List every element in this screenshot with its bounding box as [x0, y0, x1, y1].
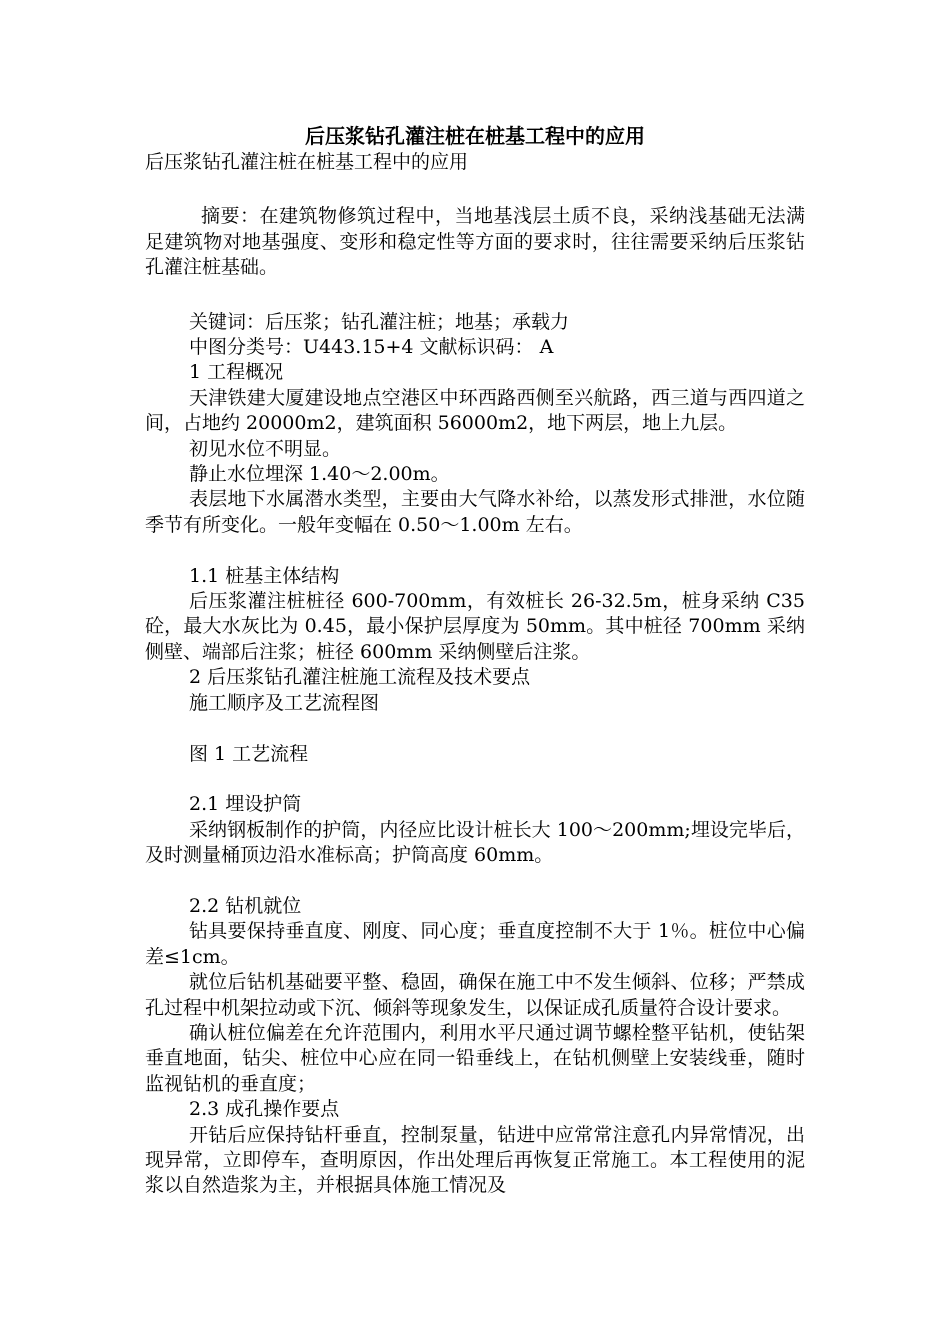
- body-paragraph: 就位后钻机基础要平整、稳固，确保在施工中不发生倾斜、位移；严禁成孔过程中机架拉动或下沉、倾斜等现象发生，以保证成孔质量符合设计要求。: [145, 971, 805, 1019]
- blank-line: [145, 767, 805, 792]
- body-paragraph: 静止水位埋深 1.40～2.00m。: [189, 463, 450, 486]
- body-paragraph: 施工顺序及工艺流程图: [189, 691, 380, 714]
- blank-line: [145, 716, 805, 741]
- body-paragraph: 后压浆灌注桩桩径 600-700mm，有效桩长 26-32.5m，桩身采纳 C35 砼，最大水灰比为 0.45，最小保护层厚度为 50mm。其中桩径 700mm 采纳侧壁、端部后注浆；桩径 600mm 采纳侧壁后注浆。: [145, 590, 805, 663]
- body-paragraph: 钻具要保持垂直度、刚度、同心度；垂直度控制不大于 1％。桩位中心偏差≤1cm。: [145, 920, 805, 968]
- classification-line: 中图分类号：U443.15+4 文献标识码： A: [189, 336, 554, 359]
- blank-line: [145, 175, 805, 204]
- document-title: 后压浆钻孔灌注桩在桩基工程中的应用: [305, 124, 645, 148]
- abstract-paragraph: 摘要：在建筑物修筑过程中，当地基浅层土质不良，采纳浅基础无法满足建筑物对地基强度、变形和稳定性等方面的要求时，往往需要采纳后压浆钻孔灌注桩基础。: [145, 205, 805, 279]
- section-heading: 2.2 钻机就位: [189, 894, 302, 917]
- blank-line: [145, 869, 805, 894]
- body-paragraph: 天津铁建大厦建设地点空港区中环西路西侧至兴航路，西三道与西四道之间，占地约 20000m2，建筑面积 56000m2，地下两层，地上九层。: [145, 386, 805, 435]
- document-body: [145, 150, 805, 1199]
- document-subtitle: 后压浆钻孔灌注桩在桩基工程中的应用: [145, 151, 469, 173]
- body-paragraph: 确认桩位偏差在允许范围内，利用水平尺通过调节螺栓整平钻机，使钻架垂直地面，钻尖、桩位中心应在同一铅垂线上，在钻机侧壁上安装线垂，随时监视钻机的垂直度；: [145, 1021, 805, 1095]
- body-paragraph: 开钻后应保持钻杆垂直，控制泵量，钻进中应常常注意孔内异常情况，出现异常，立即停车，查明原因，作出处理后再恢复正常施工。本工程使用的泥浆以自然造浆为主，并根据具体施工情况及: [145, 1123, 805, 1197]
- section-heading: 1.1 桩基主体结构: [189, 564, 340, 587]
- section-heading: 2.3 成孔操作要点: [189, 1098, 340, 1121]
- body-paragraph: 采纳钢板制作的护筒，内径应比设计桩长大 100～200mm;埋设完毕后，及时测量桶顶边沿水准标高；护筒高度 60mm。: [145, 818, 805, 867]
- section-heading: 1 工程概况: [189, 361, 284, 384]
- body-paragraph: 初见水位不明显。: [189, 437, 342, 460]
- blank-line: [145, 281, 805, 310]
- figure-caption: 图 1 工艺流程: [189, 742, 309, 765]
- keywords-line: 关键词：后压浆；钻孔灌注桩；地基；承载力: [189, 310, 570, 333]
- section-heading: 2 后压浆钻孔灌注桩施工流程及技术要点: [189, 666, 531, 689]
- body-paragraph: 表层地下水属潜水类型，主要由大气降水补给，以蒸发形式排泄，水位随季节有所变化。一般年变幅在 0.50～1.00m 左右。: [145, 488, 805, 536]
- blank-line: [145, 538, 805, 563]
- section-heading: 2.1 埋设护筒: [189, 793, 302, 816]
